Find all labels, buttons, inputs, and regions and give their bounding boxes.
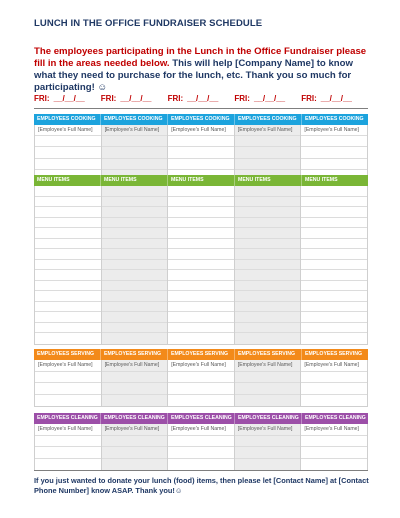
blank-cell[interactable] <box>235 447 301 459</box>
intro-instruction: The employees participating in the Lunch in the Office Fundraiser please fill in the areas needed below. <box>34 46 367 69</box>
cooking-header: EMPLOYEES COOKING <box>101 114 168 125</box>
blank-cell[interactable] <box>235 333 301 344</box>
name-field[interactable]: [Employee's Full Name] <box>235 424 301 436</box>
blank-cell[interactable] <box>235 159 301 170</box>
blank-cell[interactable] <box>102 136 168 147</box>
blank-cell[interactable] <box>102 459 168 471</box>
blank-cell[interactable] <box>168 281 234 292</box>
blank-cell[interactable] <box>102 281 168 292</box>
blank-cell[interactable] <box>168 207 234 218</box>
blank-cell[interactable] <box>35 136 101 147</box>
date-field[interactable] <box>168 94 235 106</box>
blank-cell[interactable] <box>235 291 301 302</box>
blank-cell[interactable] <box>168 270 234 281</box>
serving-header: EMPLOYEES SERVING <box>305 351 362 357</box>
menu-header: MENU ITEMS <box>101 175 168 186</box>
blank-cell[interactable] <box>102 383 168 395</box>
cooking-grid <box>34 125 368 182</box>
blank-cell[interactable] <box>102 260 168 271</box>
blank-cell[interactable] <box>35 207 101 218</box>
blank-cell[interactable] <box>102 159 168 170</box>
grid-column <box>35 424 102 470</box>
blank-cell[interactable] <box>168 239 234 250</box>
blank-cell[interactable] <box>35 270 101 281</box>
menu-header: MENU ITEMS <box>305 177 338 183</box>
blank-cell[interactable] <box>168 323 234 334</box>
blank-cell[interactable] <box>35 372 101 384</box>
blank-cell[interactable] <box>102 395 168 407</box>
name-field[interactable]: [Employee's Full Name] <box>301 360 367 372</box>
blank-cell[interactable] <box>168 136 234 147</box>
blank-cell[interactable] <box>35 312 101 323</box>
grid-column <box>102 424 169 470</box>
grid-column <box>35 186 102 344</box>
blank-cell[interactable] <box>102 372 168 384</box>
blank-cell[interactable] <box>102 207 168 218</box>
blank-cell[interactable] <box>102 197 168 208</box>
grid-column <box>235 186 302 344</box>
blank-cell[interactable] <box>235 249 301 260</box>
blank-cell[interactable] <box>301 239 367 250</box>
blank-cell[interactable] <box>102 302 168 313</box>
blank-cell[interactable] <box>235 302 301 313</box>
name-field[interactable]: [Employee's Full Name] <box>102 125 168 136</box>
grid-column <box>301 360 368 406</box>
blank-cell[interactable] <box>301 281 367 292</box>
serving-grid <box>34 360 368 407</box>
blank-cell[interactable] <box>235 312 301 323</box>
blank-cell[interactable] <box>35 447 101 459</box>
blank-cell[interactable] <box>301 207 367 218</box>
menu-header-row <box>34 175 368 186</box>
blank-cell[interactable] <box>35 186 101 197</box>
blank-cell[interactable] <box>235 383 301 395</box>
blank-cell[interactable] <box>235 459 301 471</box>
date-label: FRI: <box>167 94 184 103</box>
menu-header: MENU ITEMS <box>235 175 302 186</box>
blank-cell[interactable] <box>235 136 301 147</box>
blank-cell[interactable] <box>168 159 234 170</box>
cooking-header: EMPLOYEES COOKING <box>305 116 364 122</box>
name-field[interactable]: [Employee's Full Name] <box>35 125 101 136</box>
blank-cell[interactable] <box>168 291 234 302</box>
blank-cell[interactable] <box>168 147 234 158</box>
menu-header: MENU ITEMS <box>34 175 101 186</box>
serving-header: EMPLOYEES SERVING <box>34 349 101 360</box>
grid-column <box>35 360 102 406</box>
blank-cell[interactable] <box>168 459 234 471</box>
blank-cell[interactable] <box>301 136 367 147</box>
blank-cell[interactable] <box>35 459 101 471</box>
blank-cell[interactable] <box>102 333 168 344</box>
grid-column <box>301 125 368 181</box>
serving-header-row <box>34 349 368 360</box>
grid-column <box>301 424 368 470</box>
blank-cell[interactable] <box>35 436 101 448</box>
grid-column <box>168 360 235 406</box>
blank-cell[interactable] <box>35 228 101 239</box>
blank-cell[interactable] <box>235 186 301 197</box>
cooking-header: EMPLOYEES COOKING <box>235 114 302 125</box>
blank-cell[interactable] <box>301 260 367 271</box>
date-field[interactable] <box>101 94 168 106</box>
blank-cell[interactable] <box>35 197 101 208</box>
date-blank: __/__/__ <box>187 94 219 103</box>
blank-cell[interactable] <box>235 260 301 271</box>
grid-column <box>235 360 302 406</box>
name-field[interactable]: [Employee's Full Name] <box>301 424 367 436</box>
blank-cell[interactable] <box>168 249 234 260</box>
blank-cell[interactable] <box>35 395 101 407</box>
blank-cell[interactable] <box>168 383 234 395</box>
blank-cell[interactable] <box>168 447 234 459</box>
grid-column <box>168 424 235 470</box>
blank-cell[interactable] <box>168 302 234 313</box>
date-label: FRI: <box>301 94 317 103</box>
date-label: FRI: <box>100 94 117 103</box>
blank-cell[interactable] <box>35 159 101 170</box>
blank-cell[interactable] <box>301 333 367 344</box>
grid-column <box>35 125 102 181</box>
cleaning-grid <box>34 424 368 471</box>
name-field[interactable]: [Employee's Full Name] <box>168 424 234 436</box>
cooking-header: EMPLOYEES COOKING <box>34 114 101 125</box>
blank-cell[interactable] <box>301 218 367 229</box>
cleaning-header: EMPLOYEES CLEANING <box>101 413 168 424</box>
blank-cell[interactable] <box>235 228 301 239</box>
menu-header: MENU ITEMS <box>168 175 235 186</box>
blank-cell[interactable] <box>168 197 234 208</box>
blank-cell[interactable] <box>102 447 168 459</box>
blank-cell[interactable] <box>168 186 234 197</box>
date-blank: __/__/__ <box>253 94 286 103</box>
grid-column <box>102 360 169 406</box>
cleaning-section <box>34 413 368 471</box>
blank-cell[interactable] <box>301 372 367 384</box>
cleaning-header: EMPLOYEES CLEANING <box>305 415 366 421</box>
name-field[interactable]: [Employee's Full Name] <box>35 360 101 372</box>
date-field[interactable] <box>34 94 101 106</box>
blank-cell[interactable] <box>168 228 234 239</box>
blank-cell[interactable] <box>301 249 367 260</box>
date-label: FRI: <box>234 94 250 103</box>
date-field[interactable] <box>301 94 368 106</box>
blank-cell[interactable] <box>301 383 367 395</box>
blank-cell[interactable] <box>102 218 168 229</box>
blank-cell[interactable] <box>168 260 234 271</box>
date-field[interactable] <box>234 94 301 106</box>
serving-section <box>34 349 368 407</box>
grid-column <box>301 186 368 344</box>
blank-cell[interactable] <box>35 260 101 271</box>
menu-grid <box>34 186 368 345</box>
blank-cell[interactable] <box>301 323 367 334</box>
blank-cell[interactable] <box>102 323 168 334</box>
serving-header: EMPLOYEES SERVING <box>168 349 235 360</box>
blank-cell[interactable] <box>35 239 101 250</box>
intro-text <box>34 46 374 94</box>
blank-cell[interactable] <box>301 302 367 313</box>
blank-cell[interactable] <box>102 228 168 239</box>
name-field[interactable]: [Employee's Full Name] <box>102 360 168 372</box>
serving-header: EMPLOYEES SERVING <box>235 349 302 360</box>
name-field[interactable]: [Employee's Full Name] <box>235 360 301 372</box>
date-blank: __/__/__ <box>320 94 352 103</box>
blank-cell[interactable] <box>235 395 301 407</box>
blank-cell[interactable] <box>235 372 301 384</box>
cleaning-header-row <box>34 413 368 424</box>
name-field[interactable]: [Employee's Full Name] <box>168 125 234 136</box>
blank-cell[interactable] <box>168 333 234 344</box>
blank-cell[interactable] <box>235 207 301 218</box>
blank-cell[interactable] <box>168 395 234 407</box>
blank-cell[interactable] <box>102 186 168 197</box>
date-blank: __/__/__ <box>120 94 152 103</box>
blank-cell[interactable] <box>35 333 101 344</box>
blank-cell[interactable] <box>35 147 101 158</box>
blank-cell[interactable] <box>301 228 367 239</box>
blank-cell[interactable] <box>235 197 301 208</box>
blank-cell[interactable] <box>102 249 168 260</box>
cleaning-header: EMPLOYEES CLEANING <box>168 413 235 424</box>
date-label: FRI: <box>34 94 50 103</box>
grid-column <box>235 424 302 470</box>
blank-cell[interactable] <box>301 147 367 158</box>
grid-column <box>168 125 235 181</box>
blank-cell[interactable] <box>235 147 301 158</box>
footer-note: If you just wanted to donate your lunch (food) items, then please let [Contact Name] at [Contact Phone Number] know ASAP. Thank you!☺ <box>34 476 369 495</box>
menu-section <box>34 175 368 345</box>
blank-cell[interactable] <box>235 239 301 250</box>
page-title: LUNCH IN THE OFFICE FUNDRAISER SCHEDULE <box>34 18 263 29</box>
blank-cell[interactable] <box>301 291 367 302</box>
blank-cell[interactable] <box>301 395 367 407</box>
blank-cell[interactable] <box>301 159 367 170</box>
name-field[interactable]: [Employee's Full Name] <box>235 125 301 136</box>
name-field[interactable]: [Employee's Full Name] <box>102 424 168 436</box>
name-field[interactable]: [Employee's Full Name] <box>168 360 234 372</box>
grid-column <box>235 125 302 181</box>
blank-cell[interactable] <box>168 372 234 384</box>
grid-column <box>102 125 169 181</box>
blank-cell[interactable] <box>235 218 301 229</box>
blank-cell[interactable] <box>35 383 101 395</box>
blank-cell[interactable] <box>235 323 301 334</box>
blank-cell[interactable] <box>102 312 168 323</box>
blank-cell[interactable] <box>35 291 101 302</box>
grid-column <box>168 186 235 344</box>
blank-cell[interactable] <box>168 436 234 448</box>
name-field[interactable]: [Employee's Full Name] <box>35 424 101 436</box>
blank-cell[interactable] <box>102 147 168 158</box>
intro-thanks: This will help [Company Name] to know what they need to purchase for the lunch, etc. Thank you so much for participating! ☺ <box>34 58 353 93</box>
blank-cell[interactable] <box>102 436 168 448</box>
grid-column <box>102 186 169 344</box>
blank-cell[interactable] <box>102 270 168 281</box>
cleaning-header: EMPLOYEES CLEANING <box>34 413 101 424</box>
cooking-header: EMPLOYEES COOKING <box>168 114 235 125</box>
blank-cell[interactable] <box>35 323 101 334</box>
blank-cell[interactable] <box>301 197 367 208</box>
divider <box>34 470 368 471</box>
blank-cell[interactable] <box>235 270 301 281</box>
blank-cell[interactable] <box>35 218 101 229</box>
blank-cell[interactable] <box>168 312 234 323</box>
blank-cell[interactable] <box>102 291 168 302</box>
blank-cell[interactable] <box>235 436 301 448</box>
divider <box>34 108 368 109</box>
cleaning-header: EMPLOYEES CLEANING <box>235 413 302 424</box>
blank-cell[interactable] <box>168 218 234 229</box>
serving-header: EMPLOYEES SERVING <box>101 349 168 360</box>
name-field[interactable]: [Employee's Full Name] <box>301 125 367 136</box>
blank-cell[interactable] <box>301 186 367 197</box>
blank-cell[interactable] <box>235 281 301 292</box>
blank-cell[interactable] <box>301 447 367 459</box>
blank-cell[interactable] <box>35 302 101 313</box>
blank-cell[interactable] <box>35 249 101 260</box>
cooking-header-row <box>34 114 368 125</box>
blank-cell[interactable] <box>301 312 367 323</box>
blank-cell[interactable] <box>35 281 101 292</box>
date-blank: __/__/__ <box>53 94 85 103</box>
blank-cell[interactable] <box>301 270 367 281</box>
blank-cell[interactable] <box>102 239 168 250</box>
blank-cell[interactable] <box>301 459 367 471</box>
cooking-section <box>34 114 368 182</box>
date-row <box>34 94 368 106</box>
blank-cell[interactable] <box>301 436 367 448</box>
